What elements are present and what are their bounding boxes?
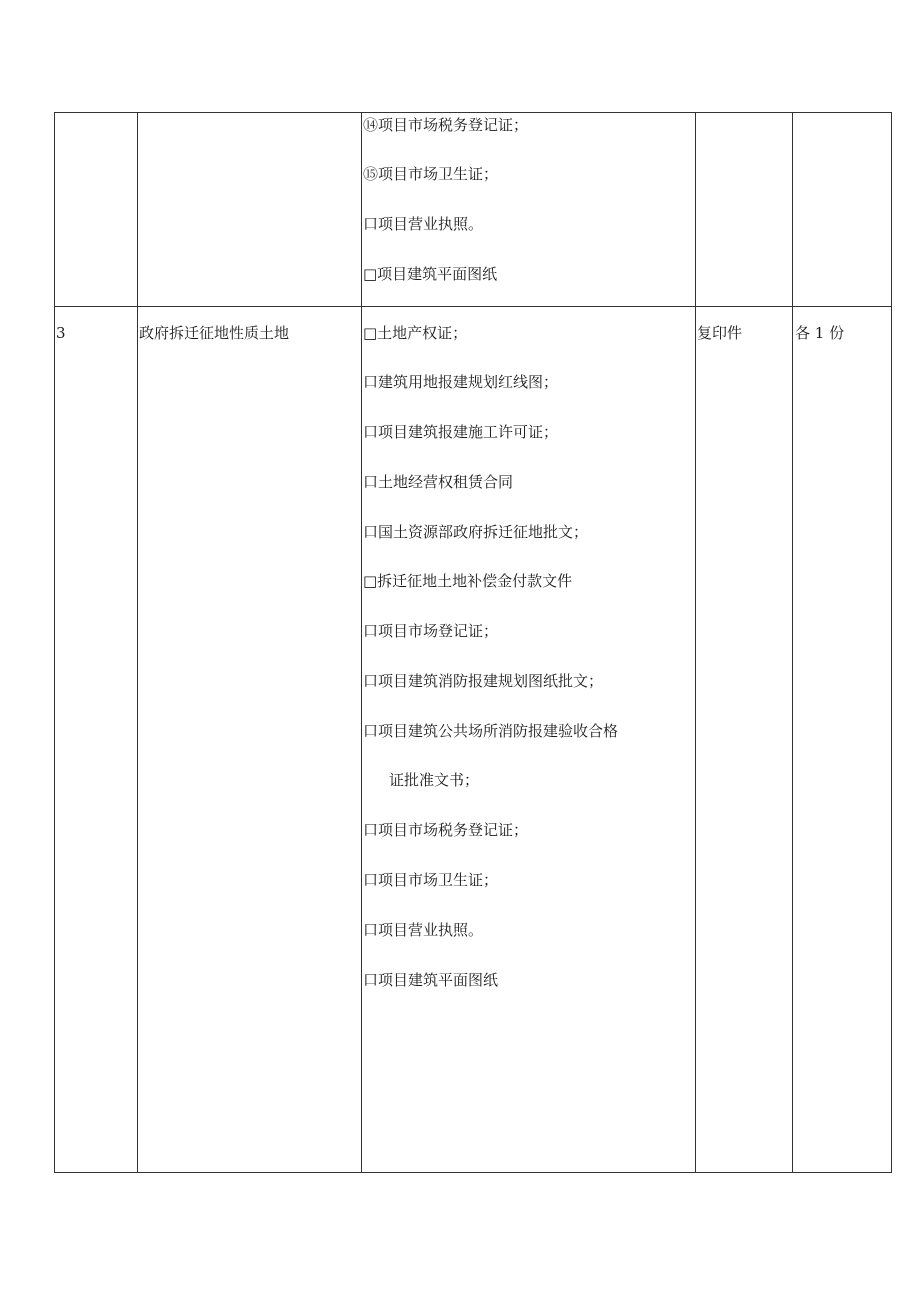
list-item: 口项目市场登记证；: [363, 622, 499, 640]
row-quantity: 各 1 份: [795, 324, 845, 342]
column-divider-1: [137, 112, 138, 1173]
list-item: ⑭项目市场税务登记证；: [363, 116, 529, 134]
row-divider: [54, 306, 892, 307]
list-item: □项目建筑平面图纸: [363, 265, 498, 283]
row-form: 复印件: [697, 324, 743, 342]
list-item: 口项目建筑平面图纸: [363, 971, 499, 989]
list-item: 口项目营业执照。: [363, 215, 484, 233]
list-item: 口项目建筑报建施工许可证；: [363, 423, 559, 441]
list-item: 口国土资源部政府拆迁征地批文；: [363, 523, 589, 541]
list-item: 口项目建筑公共场所消防报建验收合格: [363, 722, 619, 740]
column-divider-4: [792, 112, 793, 1173]
document-table: [54, 112, 892, 1173]
list-item: □土地产权证；: [363, 324, 468, 342]
list-item: 口项目市场税务登记证；: [363, 821, 529, 839]
list-item: ⑮项目市场卫生证；: [363, 165, 499, 183]
table-border-left: [54, 112, 55, 1173]
row-index: 3: [56, 324, 66, 342]
row-category: 政府拆迁征地性质土地: [139, 324, 290, 342]
table-border-top: [54, 112, 892, 113]
column-divider-2: [361, 112, 362, 1173]
column-divider-3: [695, 112, 696, 1173]
list-item-continuation: 证批准文书；: [389, 771, 480, 789]
table-border-right: [891, 112, 892, 1173]
list-item: 口土地经营权租赁合同: [363, 473, 514, 491]
table-border-bottom: [54, 1172, 892, 1173]
list-item: 口项目市场卫生证；: [363, 871, 499, 889]
list-item: 口项目营业执照。: [363, 921, 484, 939]
list-item: □拆迁征地土地补偿金付款文件: [363, 572, 573, 590]
list-item: 口建筑用地报建规划红线图；: [363, 373, 559, 391]
list-item: 口项目建筑消防报建规划图纸批文；: [363, 672, 604, 690]
